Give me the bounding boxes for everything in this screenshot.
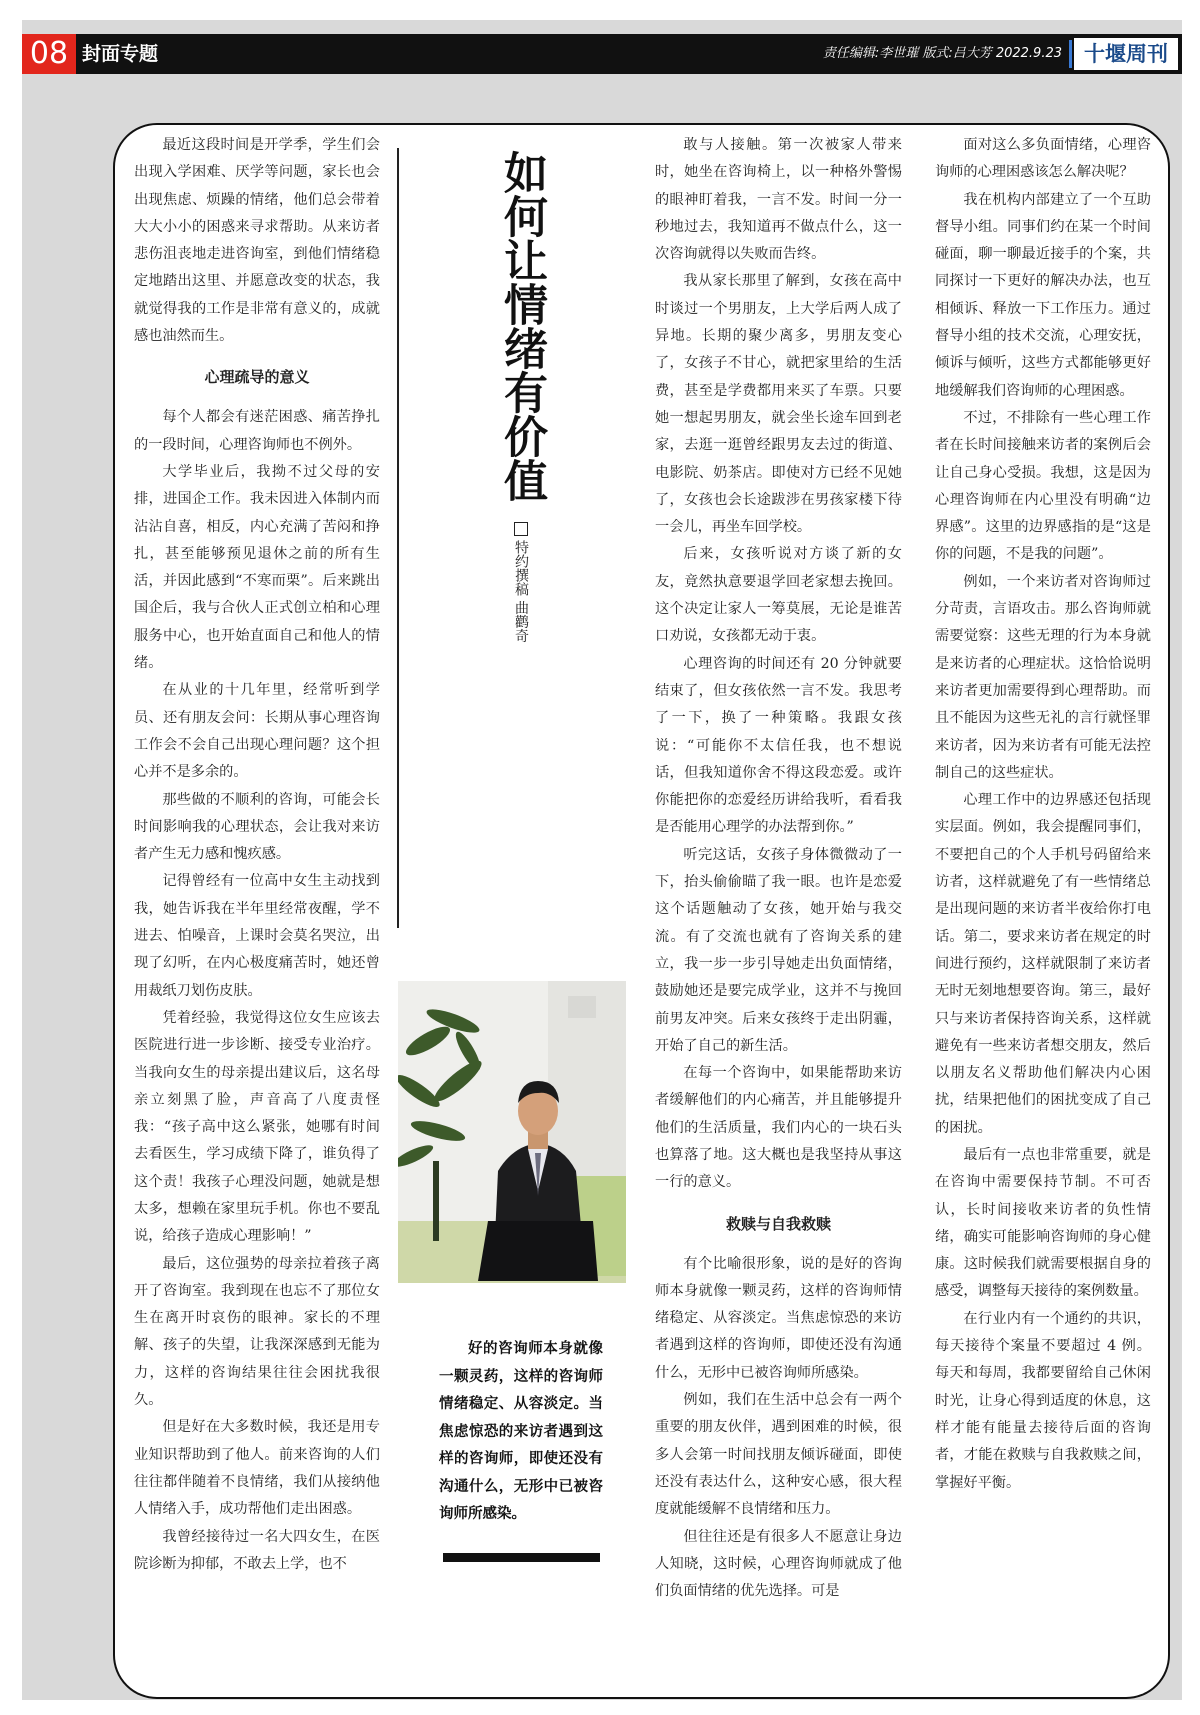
paragraph: 不过，不排除有一些心理工作者在长时间接触来访者的案例后会让自己身心受损。我想，这是因为心理咨询师在内心里没有明确“边界感”。这里的边界感指的是“这是你的问题，不是我的问题”。 — [935, 409, 1151, 563]
pull-quote-bar — [443, 1553, 600, 1562]
publication-logo: 十堰周刊 — [1074, 38, 1178, 70]
column-divider — [397, 148, 399, 928]
paragraph: 有个比喻很形象，说的是好的咨询师本身就像一颗灵药，这样的咨询师情绪稳定、从容淡定。当焦虑惊恐的来访者遇到这样的咨询师，即使还没有沟通什么，无形中已被咨询师所感染。 — [655, 1255, 902, 1381]
masthead — [22, 34, 1182, 74]
page-number: 08 — [22, 34, 76, 74]
subheading: 心理疏导的意义 — [204, 368, 310, 387]
author-photo-illustration — [398, 981, 626, 1283]
article-column-3 — [655, 132, 902, 1605]
paragraph: 听完这话，女孩子身体微微动了一下，抬头偷偷瞄了我一眼。也许是恋爱这个话题触动了女孩，她开始与我交流。有了交流也就有了咨询关系的建立，我一步一步引导她走出负面情绪，鼓励她还是要完成学业，这并不与挽回前男友冲突。后来女孩终于走出阴霾，开始了自己的新生活。 — [655, 846, 902, 1054]
paragraph: 在每一个咨询中，如果能帮助来访者缓解他们的内心痛苦，并且能够提升他们的生活质量，我们内心的一块石头也算落了地。这大概也是我坚持从事这一行的意义。 — [655, 1065, 902, 1191]
paragraph: 我在机构内部建立了一个互助督导小组。同事们约在某一个时间碰面，聊一聊最近接手的个案，共同探讨一下更好的解决办法，也互相倾诉、释放一下工作压力。通过督导小组的技术交流，心理安抚，倾诉与倾听，这些方式都能够更好地缓解我们咨询师的心理困惑。 — [935, 191, 1151, 399]
byline-box-icon — [514, 522, 528, 536]
pull-quote-text: 好的咨询师本身就像一颗灵药，这样的咨询师情绪稳定、从容淡定。当焦虑惊恐的来访者遇到这样的咨询师，即使还没有沟通什么，无形中已被咨询师所感染。 — [439, 1340, 603, 1522]
paragraph: 心理咨询的时间还有 20 分钟就要结束了，但女孩依然一言不发。我思考了一下，换了一种策略。我跟女孩说：“可能你不太信任我，也不想说话，但我知道你舍不得这段恋爱。或许你能把你的恋爱经历讲给我听，看看我是否能用心理学的办法帮到你。” — [655, 655, 902, 836]
author-photo — [398, 981, 626, 1283]
paragraph: 最后，这位强势的母亲拉着孩子离开了咨询室。我到现在也忘不了那位女生在离开时哀伤的眼神。家长的不理解、孩子的失望，让我深深感到无能为力，这样的咨询结果往往会困扰我很久。 — [134, 1255, 380, 1409]
article-title: 如何让情绪有价值 — [496, 150, 547, 502]
byline-text: 特约撰稿 曲鹳奇 — [513, 540, 529, 643]
paragraph: 例如，一个来访者对咨询师过分苛责，言语攻击。那么咨询师就需要觉察：这些无理的行为本身就是来访者的心理症状。这恰恰说明来访者更加需要得到心理帮助。而且不能因为这些无礼的言行就怪罪来访者，因为来访者有可能无法控制自己的这些症状。 — [935, 573, 1151, 781]
paragraph: 最后有一点也非常重要，就是在咨询中需要保持节制。不可否认，长时间接收来访者的负性情绪，确实可能影响咨询师的身心健康。这时候我们就需要根据自身的感受，调整每天接待的案例数量。 — [935, 1146, 1151, 1300]
paragraph: 例如，我们在生活中总会有一两个重要的朋友伙伴，遇到困难的时候，很多人会第一时间找朋友倾诉碰面，即使还没有表达什么，这种安心感，很大程度就能缓解不良情绪和压力。 — [655, 1392, 902, 1518]
subheading: 救赎与自我救赎 — [725, 1214, 831, 1233]
paragraph: 敢与人接触。第一次被家人带来时，她坐在咨询椅上，以一种格外警惕的眼神盯着我，一言不发。时间一分一秒地过去，我知道再不做点什么，这一次咨询就得以失败而告终。 — [655, 137, 902, 263]
paragraph: 凭着经验，我觉得这位女生应该去医院进行进一步诊断、接受专业治疗。当我向女生的母亲提出建议后，这名母亲立刻黑了脸，声音高了八度责怪我：“孩子高中这么紧张，她哪有时间去看医生，学习成绩下降了，谁负得了这个责！我孩子心理没问题，她就是想太多，想赖在家里玩手机。你也不要乱说，给孩子造成心理影响！” — [134, 1009, 380, 1245]
paragraph: 在行业内有一个通约的共识，每天接待个案量不要超过 4 例。每天和每周，我都要留给自己休闲时光，让身心得到适度的休息，这样才能有能量去接待后面的咨询者，才能在救赎与自我救赎之间，掌握好平衡。 — [935, 1310, 1151, 1491]
paragraph: 面对这么多负面情绪，心理咨询师的心理困惑该怎么解决呢？ — [935, 137, 1151, 181]
article-column-1 — [134, 132, 380, 1578]
editor-credits: 责任编辑:李世璀 版式:吕大芳 2022.9.23 — [822, 46, 1062, 61]
paragraph: 那些做的不顺利的咨询，可能会长时间影响我的心理状态，会让我对来访者产生无力感和愧疚感。 — [134, 791, 380, 863]
paragraph: 最近这段时间是开学季，学生们会出现入学困难、厌学等问题，家长也会出现焦虑、烦躁的情绪，他们总会带着大大小小的困惑来寻求帮助。从来访者悲伤沮丧地走进咨询室，到他们情绪稳定地踏出这里、并愿意改变的状态，我就觉得我的工作是非常有意义的，成就感也油然而生。 — [134, 137, 380, 345]
brand-divider — [1069, 40, 1072, 68]
paragraph: 但往往还是有很多人不愿意让身边人知晓，这时候，心理咨询师就成了他们负面情绪的优先选择。可是 — [655, 1528, 902, 1600]
article-byline — [512, 522, 530, 642]
paragraph: 大学毕业后，我拗不过父母的安排，进国企工作。我未因进入体制内而沾沾自喜，相反，内心充满了苦闷和挣扎，甚至能够预见退休之前的所有生活，并因此感到“不寒而栗”。后来跳出国企后，我与合伙人正式创立柏和心理服务中心，也开始直面自己和他人的情绪。 — [134, 463, 380, 672]
paragraph: 每个人都会有迷茫困惑、痛苦挣扎的一段时间，心理咨询师也不例外。 — [134, 409, 380, 453]
article-column-4 — [935, 132, 1151, 1497]
paragraph: 后来，女孩听说对方谈了新的女友，竟然执意要退学回老家想去挽回。这个决定让家人一筹莫展，无论是谁苦口劝说，女孩都无动于衷。 — [655, 546, 902, 645]
paragraph: 心理工作中的边界感还包括现实层面。例如，我会提醒同事们，不要把自己的个人手机号码留给来访者，这样就避免了有一些情绪总是出现问题的来访者半夜给你打电话。第二，要求来访者在规定的时间进行预约，这样就限制了来访者无时无刻地想要咨询。第三，最好只与来访者保持咨询关系，这样就避免有一些来访者想交朋友，然后以朋友名义帮助他们解决内心困扰，结果把他们的困扰变成了自己的困扰。 — [935, 792, 1151, 1136]
paragraph: 记得曾经有一位高中女生主动找到我，她告诉我在半年里经常夜醒，学不进去、怕噪音，上课时会莫名哭泣，出现了幻听，在内心极度痛苦时，她还曾用裁纸刀划伤皮肤。 — [134, 873, 380, 999]
paragraph: 在从业的十几年里，经常听到学员、还有朋友会问：长期从事心理咨询工作会不会自己出现心理问题？这个担心并不是多余的。 — [134, 682, 380, 781]
section-title: 封面专题 — [82, 43, 159, 65]
paragraph: 我从家长那里了解到，女孩在高中时谈过一个男朋友，上大学后两人成了异地。长期的聚少离多，男朋友变心了，女孩子不甘心，就把家里给的生活费，甚至是学费都用来买了车票。只要她一想起男朋友，就会坐长途车回到老家，去逛一逛曾经跟男友去过的街道、电影院、奶茶店。即使对方已经不见她了，女孩也会长途跋涉在男孩家楼下待一会儿，再坐车回学校。 — [655, 273, 902, 536]
paragraph: 我曾经接待过一名大四女生，在医院诊断为抑郁，不敢去上学，也不 — [134, 1528, 380, 1572]
paragraph: 但是好在大多数时候，我还是用专业知识帮助到了他人。前来咨询的人们往往都伴随着不良情绪，我们从接纳他人情绪入手，成功帮他们走出困惑。 — [134, 1419, 380, 1518]
pull-quote — [439, 1335, 603, 1528]
